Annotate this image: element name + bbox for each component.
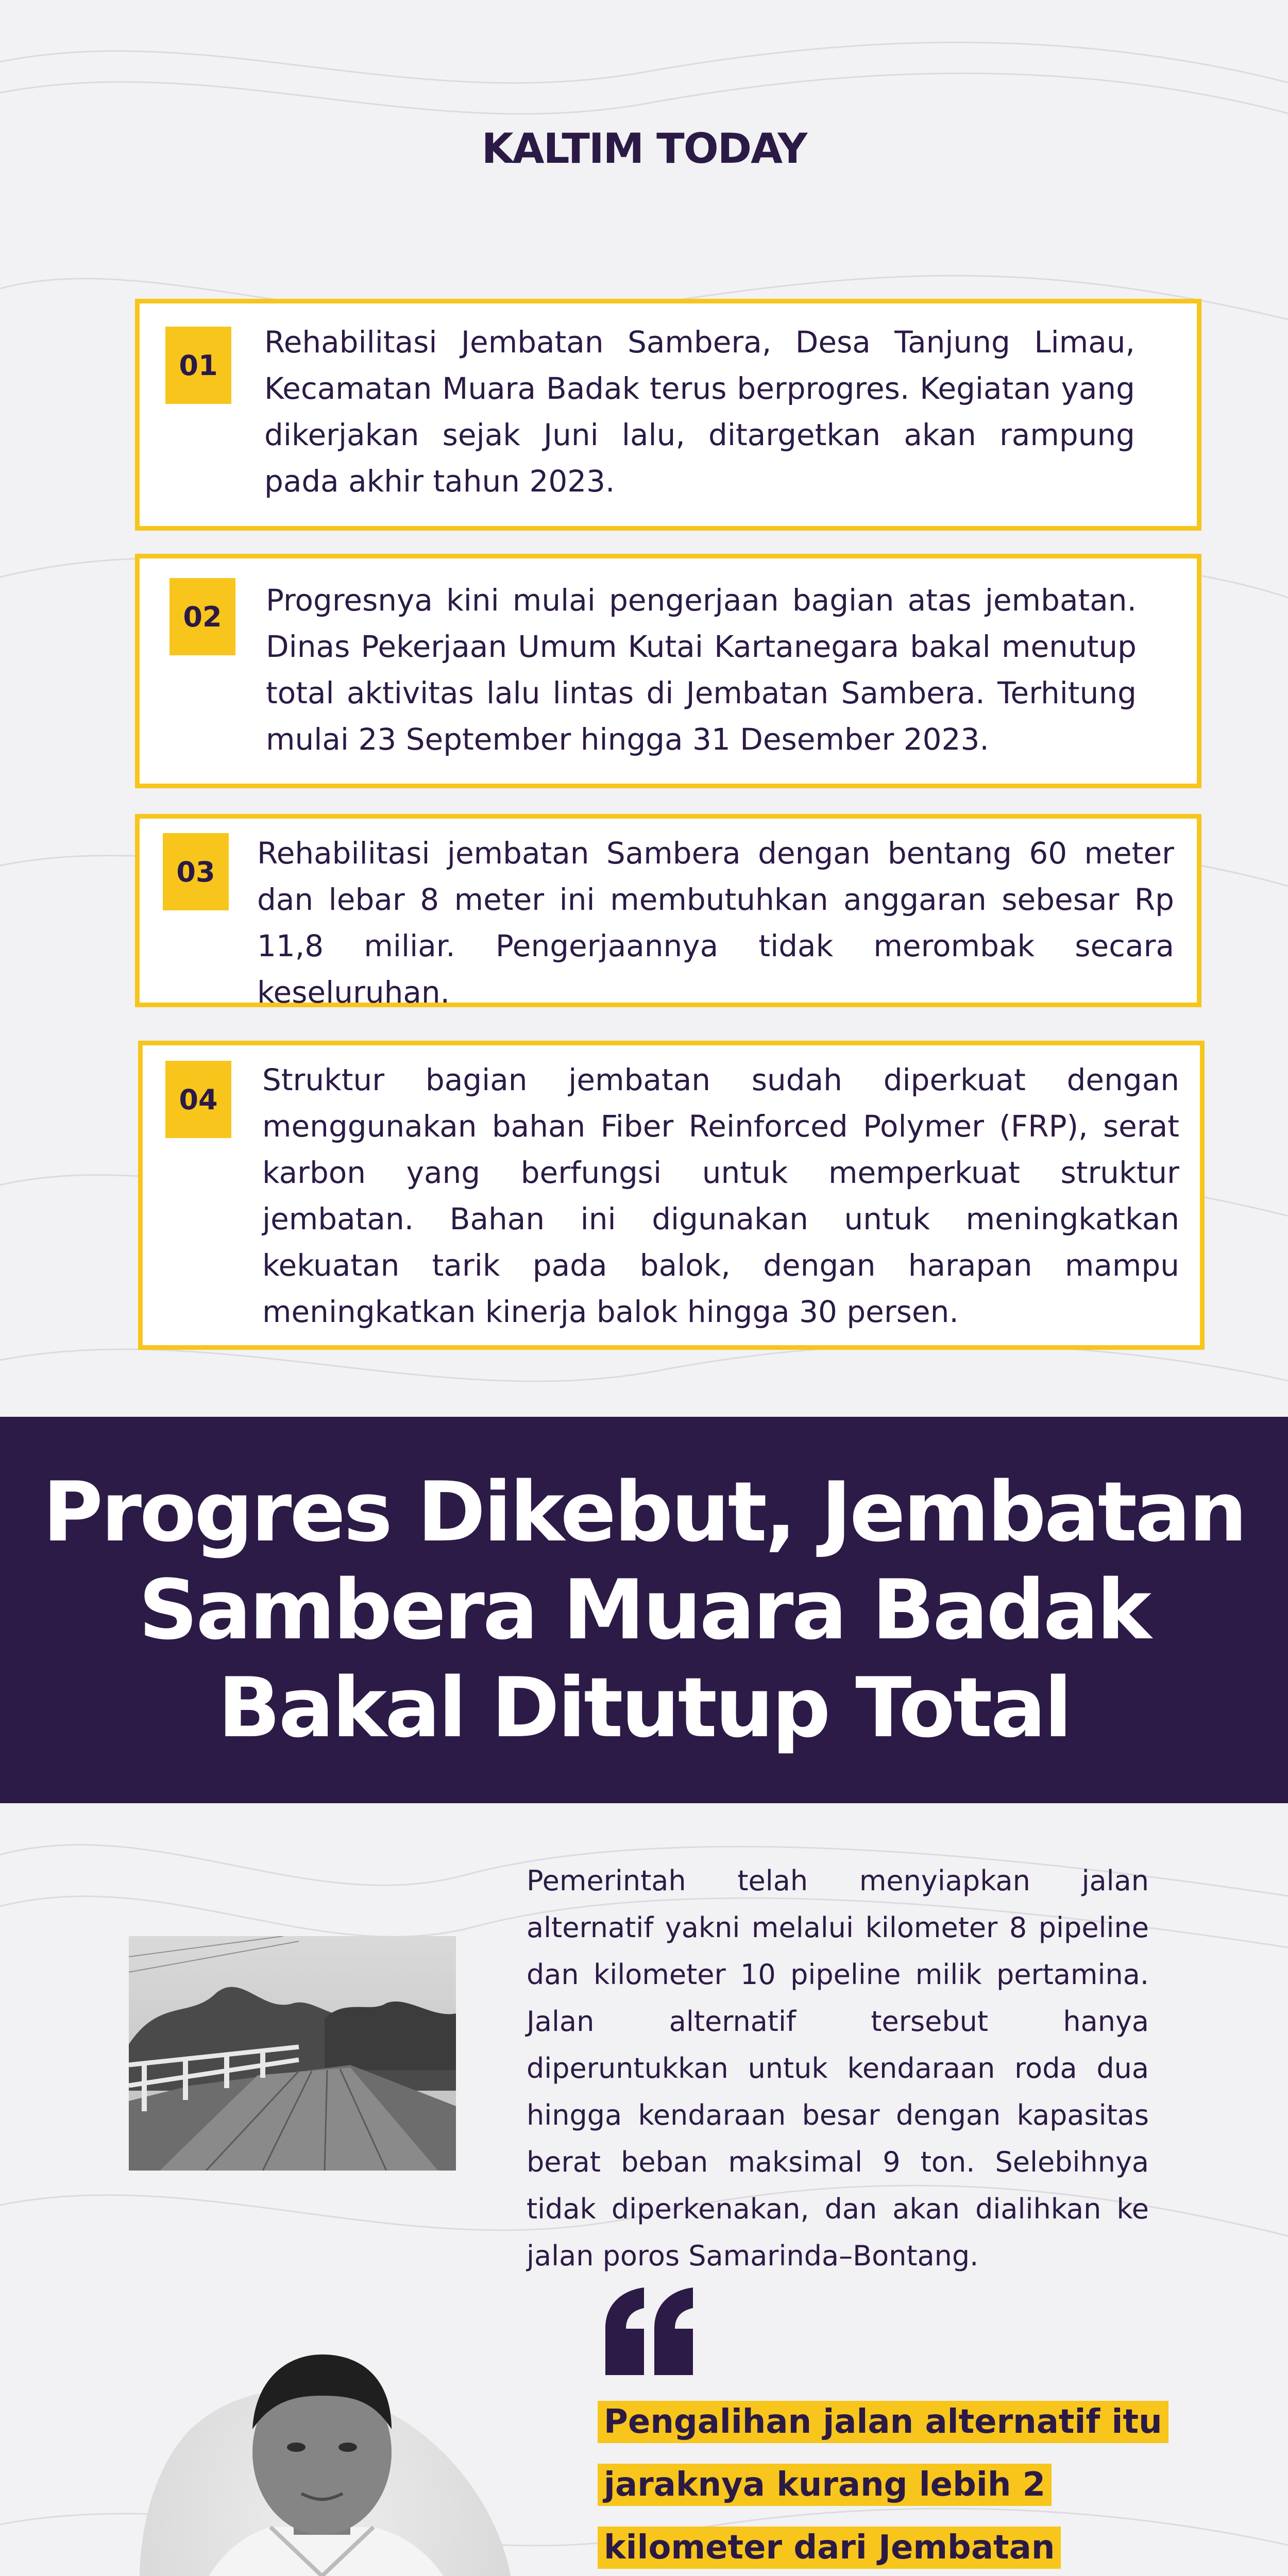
info-card-2: [135, 554, 1201, 788]
headline-line-2: Sambera Muara Badak: [138, 1562, 1150, 1658]
card-number-badge: 03: [163, 833, 229, 910]
quote-mark-icon: [600, 2287, 698, 2391]
card-text: Rehabilitasi jembatan Sambera dengan bentang 60 meter dan lebar 8 meter ini membutuhkan anggaran sebesar Rp 11,8 miliar. Pengerjaannya tidak merombak secara keseluruhan.: [257, 836, 1174, 1010]
headline-line-3: Bakal Ditutup Total: [217, 1659, 1071, 1756]
card-number-badge: 04: [165, 1061, 231, 1138]
bridge-photo-small: [129, 1936, 456, 2171]
headline-line-1: Progres Dikebut, Jembatan: [42, 1464, 1246, 1560]
info-card-4: [138, 1041, 1205, 1350]
card-text: Rehabilitasi Jembatan Sambera, Desa Tanjung Limau, Kecamatan Muara Badak terus berprogres. Kegiatan yang dikerjakan sejak Juni lalu, ditargetkan akan rampung pada akhir tahun 2023.: [264, 325, 1135, 499]
headline-banner: [0, 1417, 1288, 1803]
info-card-3: [135, 814, 1201, 1010]
card-text: Progresnya kini mulai pengerjaan bagian atas jembatan. Dinas Pekerjaan Umum Kutai Kartanegara bakal menutup total aktivitas lalu lintas di Jembatan Sambera. Terhitung mulai 23 September hingga 31 Desember 2023.: [266, 583, 1137, 757]
pull-quote: [598, 2391, 1175, 2576]
pull-quote-text: Pengalihan jalan alternatif itu jaraknya kurang lebih 2 kilometer dari Jembatan: [598, 2401, 1168, 2576]
alternative-route-paragraph: Pemerintah telah menyiapkan jalan alternatif yakni melalui kilometer 8 pipeline dan kilometer 10 pipeline milik pertamina. Jalan alternatif tersebut hanya diperuntukkan untuk kendaraan roda dua hingga kendaraan besar dengan kapasitas berat beban maksimal 9 ton. Selebihnya tidak diperkenakan, dan akan dialihkan ke jalan poros Samarinda–Bontang.: [527, 1865, 1149, 2272]
info-card-1: [135, 299, 1201, 531]
card-number-badge: 02: [170, 578, 235, 655]
card-number-badge: 01: [165, 327, 231, 404]
speaker-portrait: [116, 2226, 528, 2576]
brand-logo: KALTIM TODAY: [481, 125, 807, 173]
card-text: Struktur bagian jembatan sudah diperkuat dengan menggunakan bahan Fiber Reinforced Polymer (FRP), serat karbon yang berfungsi untuk memperkuat struktur jembatan. Bahan ini digunakan untuk meningkatkan kekuatan tarik pada balok, dengan harapan mampu meningkatkan kinerja balok hingga 30 persen.: [262, 1062, 1179, 1329]
